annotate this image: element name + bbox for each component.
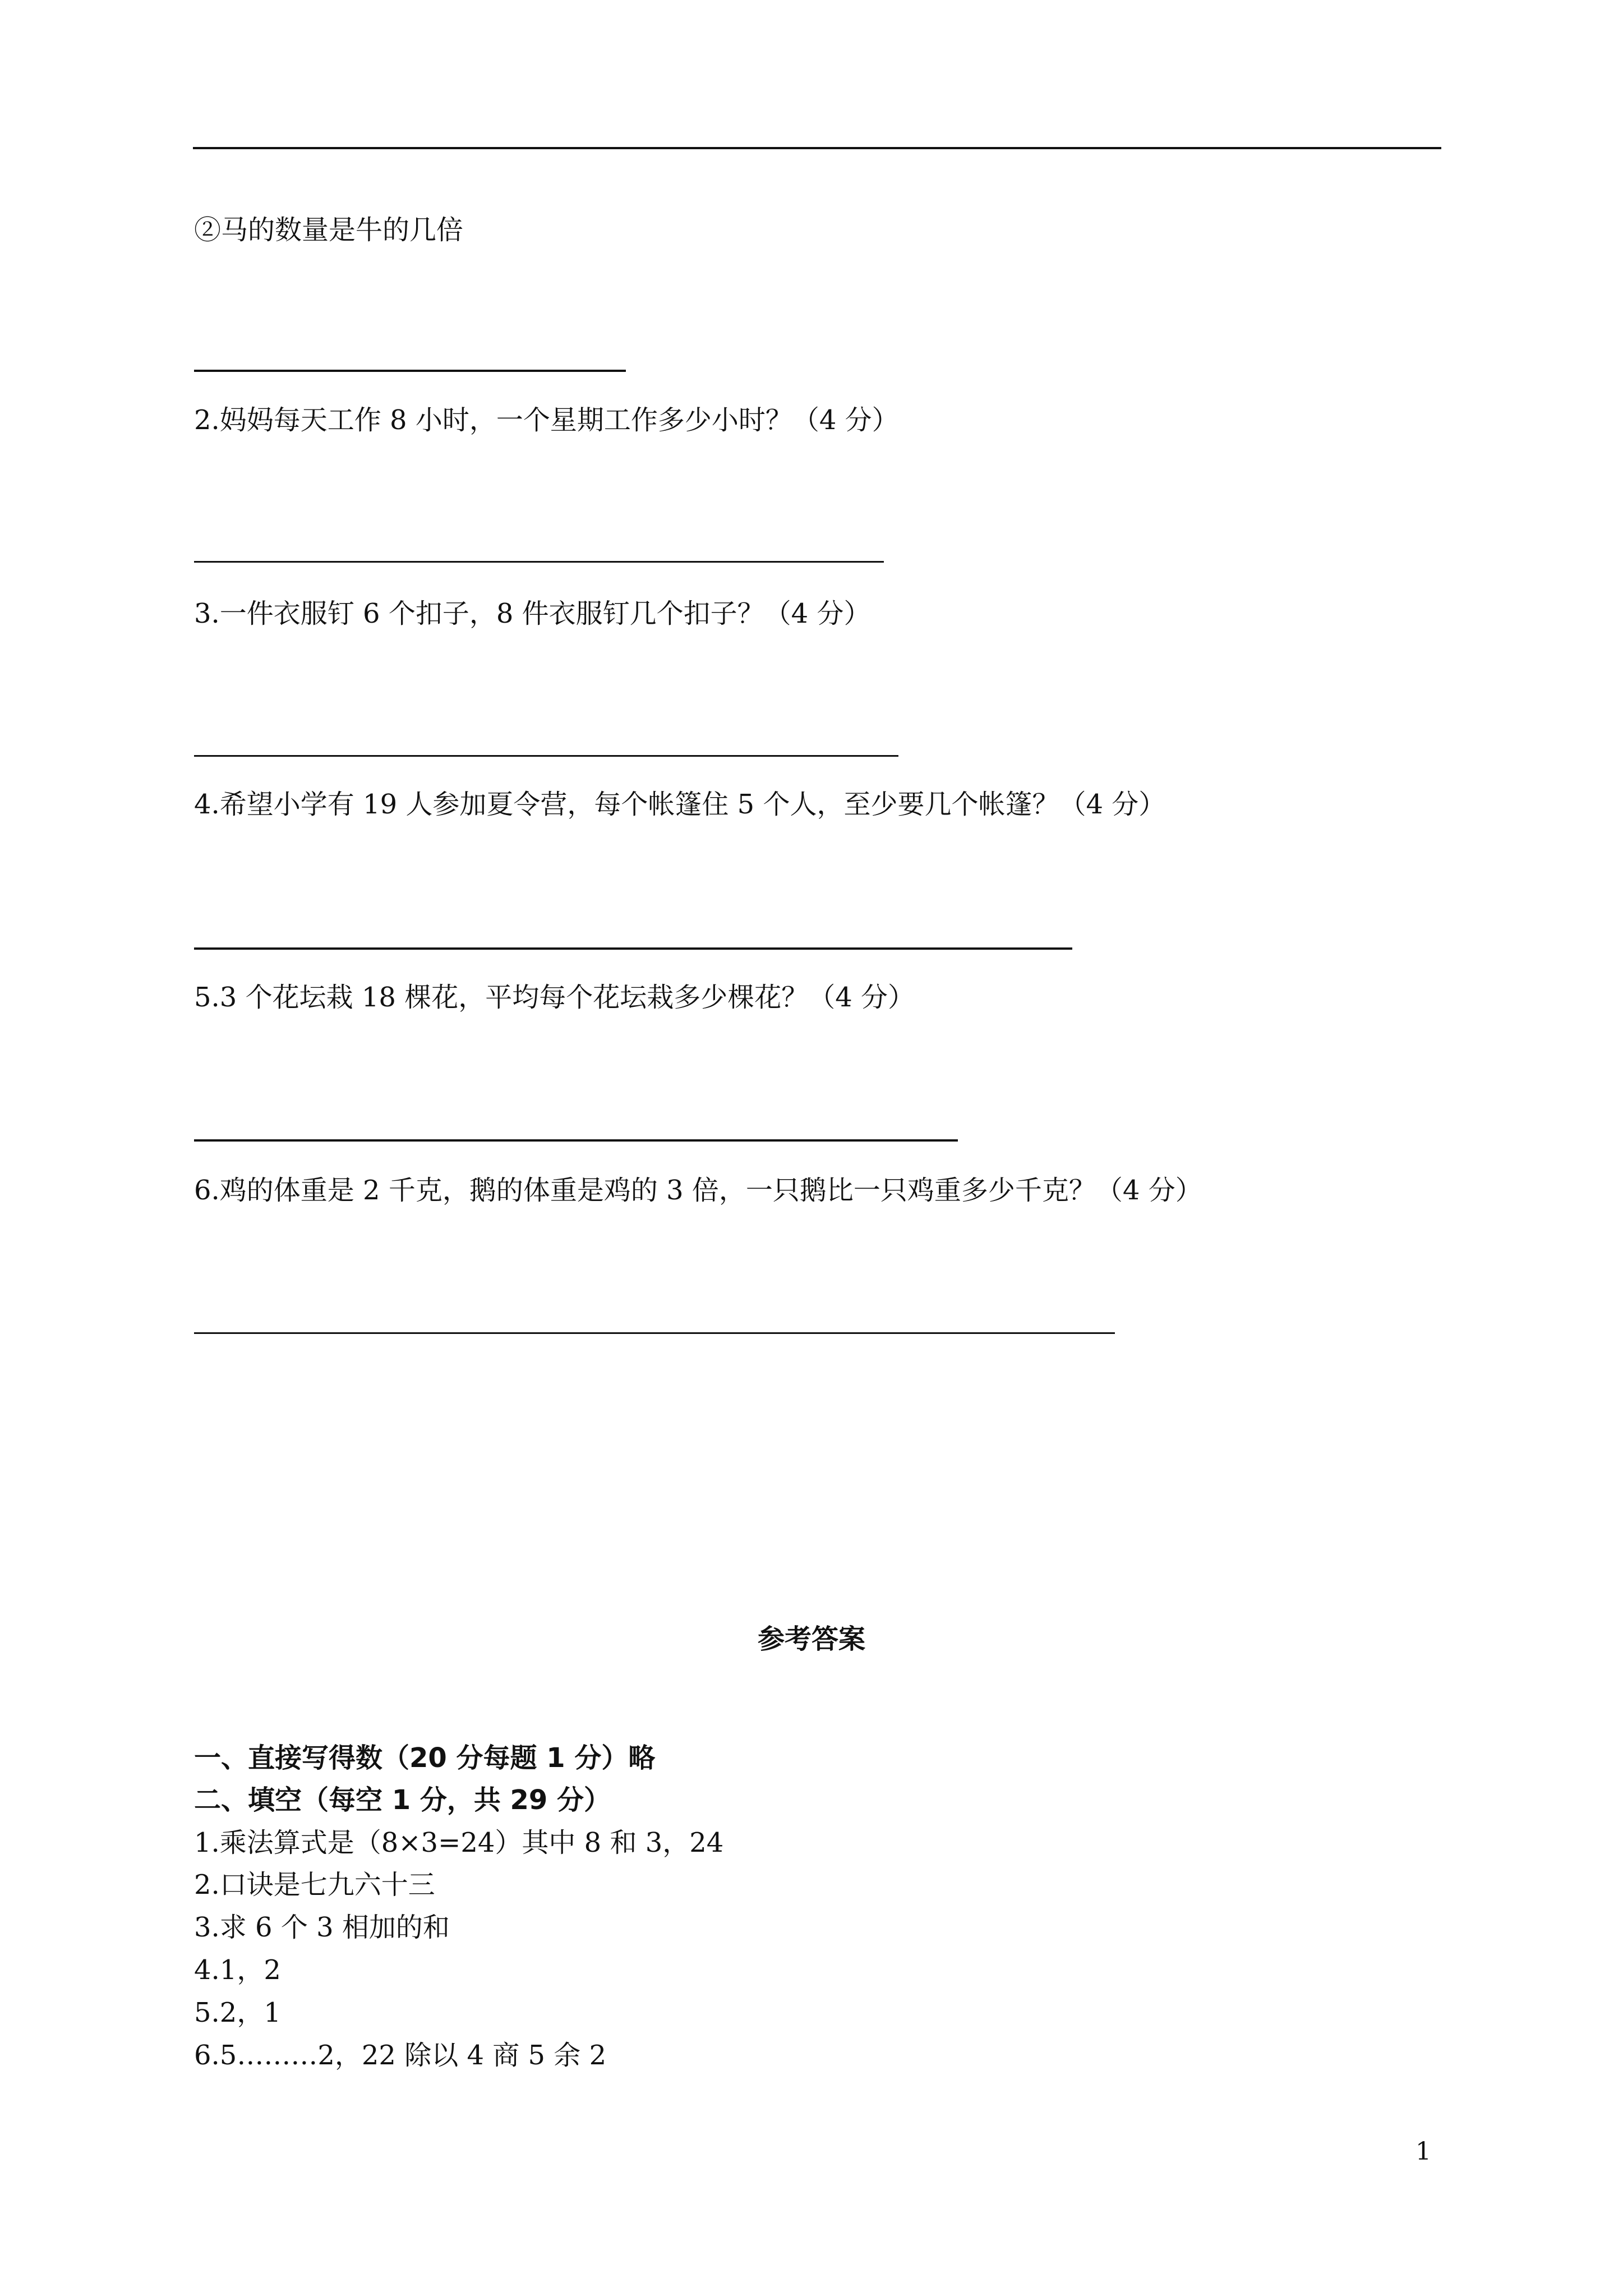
answer-line[interactable]: [194, 370, 626, 372]
answer-item: 3.求 6 个 3 相加的和: [194, 1912, 450, 1943]
answer-line[interactable]: [194, 1332, 1115, 1334]
answer-item: 1.乘法算式是（8×3=24）其中 8 和 3，24: [194, 1827, 724, 1858]
answer-line[interactable]: [194, 947, 1072, 950]
header-rule: [193, 147, 1441, 149]
answers-section-2: 二、填空（每空 1 分，共 29 分）: [194, 1784, 611, 1816]
answers-title: 参考答案: [757, 1623, 865, 1655]
question-6: 6.鸡的体重是 2 千克，鹅的体重是鸡的 3 倍，一只鹅比一只鸡重多少千克？（4 分）: [194, 1175, 1202, 1206]
answer-line[interactable]: [194, 561, 884, 563]
question-4: 4.希望小学有 19 人参加夏令营，每个帐篷住 5 个人，至少要几个帐篷？（4 分）: [194, 789, 1166, 820]
answer-item: 6.5………2，22 除以 4 商 5 余 2: [194, 2040, 607, 2071]
sub-question-2: ②马的数量是牛的几倍: [194, 214, 464, 246]
answer-item: 2.口诀是七九六十三: [194, 1869, 435, 1901]
question-3: 3.一件衣服钉 6 个扣子，8 件衣服钉几个扣子？（4 分）: [194, 598, 871, 629]
question-2: 2.妈妈每天工作 8 小时，一个星期工作多少小时？（4 分）: [194, 404, 899, 436]
answer-item: 4.1，2: [194, 1954, 281, 1986]
page-number: 1: [1415, 2137, 1431, 2166]
answer-item: 5.2，1: [194, 1997, 281, 2028]
question-5: 5.3 个花坛栽 18 棵花，平均每个花坛栽多少棵花？（4 分）: [194, 982, 915, 1013]
answers-section-1: 一、直接写得数（20 分每题 1 分）略: [194, 1742, 656, 1774]
answer-line[interactable]: [194, 755, 898, 757]
answer-line[interactable]: [194, 1139, 958, 1142]
